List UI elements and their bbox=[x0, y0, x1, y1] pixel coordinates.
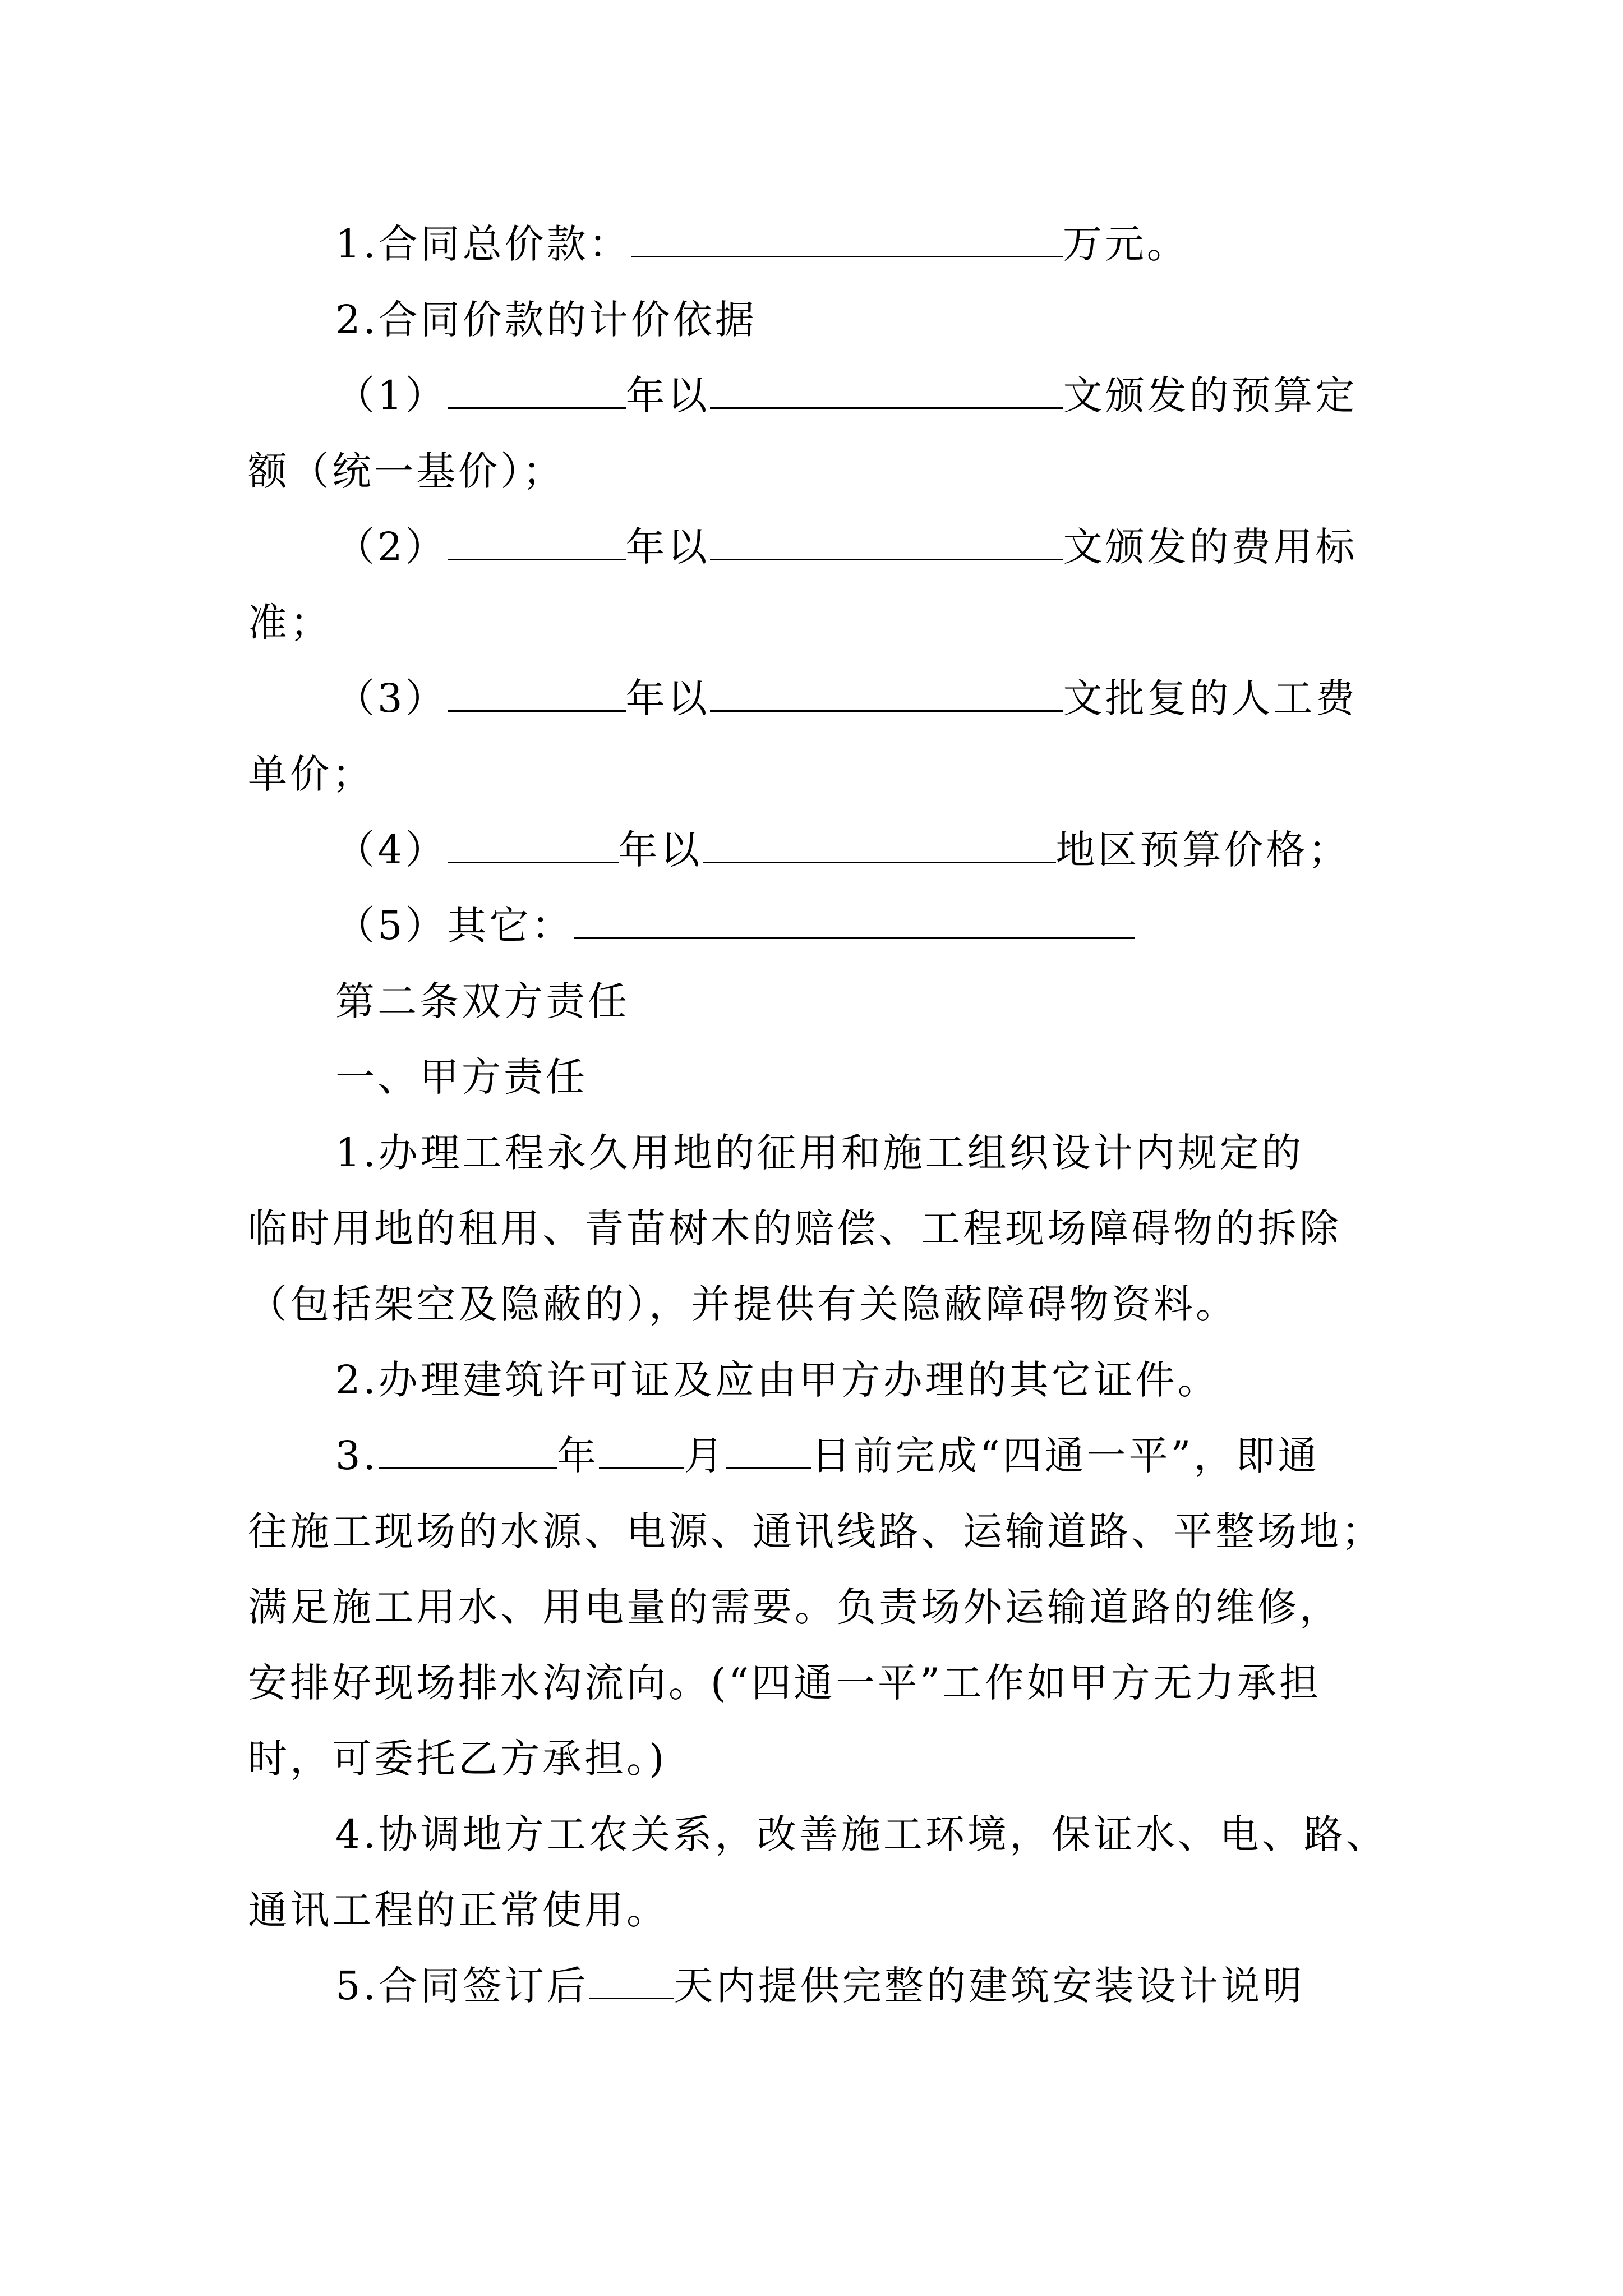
text: （3） bbox=[335, 675, 448, 721]
party-a-item-3-cont bbox=[248, 1582, 1392, 1632]
text: 年以 bbox=[625, 675, 710, 721]
text: 3. bbox=[335, 1433, 379, 1479]
text: 4.协调地方工农关系，改善施工环境，保证水、电、路、 bbox=[335, 1811, 1388, 1857]
text: （包括架空及隐蔽的），并提供有关隐蔽障碍物资料。 bbox=[248, 1281, 1238, 1327]
blank-field[interactable] bbox=[710, 673, 1063, 712]
text: 准； bbox=[248, 600, 332, 646]
pricing-item-2-cont bbox=[248, 597, 1392, 648]
blank-field[interactable] bbox=[703, 825, 1056, 863]
text: 日前完成“四通一平”，即通 bbox=[811, 1433, 1320, 1479]
text: 安排好现场排水沟流向。(“四通一平”工作如甲方无力承担 bbox=[248, 1660, 1321, 1706]
blank-field[interactable] bbox=[448, 370, 626, 409]
text: 通讯工程的正常使用。 bbox=[248, 1887, 668, 1933]
party-a-item-3-cont bbox=[248, 1658, 1392, 1708]
party-a-item-3 bbox=[335, 1430, 1479, 1481]
party-a-item-2 bbox=[335, 1355, 1479, 1405]
pricing-item-1-cont bbox=[248, 446, 1392, 496]
text: 额（统一基价）； bbox=[248, 448, 565, 494]
text: （1） bbox=[335, 372, 448, 418]
text: 时，可委托乙方承担。) bbox=[248, 1736, 667, 1782]
text: 文颁发的费用标 bbox=[1063, 524, 1358, 570]
text: 1.合同总价款： bbox=[335, 221, 631, 267]
blank-field[interactable] bbox=[599, 1430, 684, 1469]
text: 年以 bbox=[625, 372, 710, 418]
blank-field[interactable] bbox=[448, 673, 626, 712]
blank-field[interactable] bbox=[448, 825, 619, 863]
text: 2.办理建筑许可证及应由甲方办理的其它证件。 bbox=[335, 1357, 1220, 1403]
text: 往施工现场的水源、电源、通讯线路、运输道路、平整场地； bbox=[248, 1508, 1384, 1554]
text: 年 bbox=[556, 1433, 599, 1479]
pricing-item-2 bbox=[335, 522, 1479, 572]
party-a-item-3-cont bbox=[248, 1733, 1392, 1784]
blank-field[interactable] bbox=[448, 522, 626, 560]
text: 1.办理工程永久用地的征用和施工组织设计内规定的 bbox=[335, 1130, 1304, 1176]
text: 2.合同价款的计价依据 bbox=[335, 297, 757, 343]
pricing-item-3 bbox=[335, 673, 1479, 724]
text: 地区预算价格； bbox=[1055, 827, 1350, 873]
blank-field[interactable] bbox=[589, 1961, 674, 1999]
text: 5.合同签订后 bbox=[335, 1963, 589, 2009]
pricing-item-3-cont bbox=[248, 749, 1392, 799]
text: 满足施工用水、用电量的需要。负责场外运输道路的维修， bbox=[248, 1584, 1341, 1630]
text: 文颁发的预算定 bbox=[1063, 372, 1358, 418]
party-a-item-1-cont bbox=[248, 1279, 1392, 1329]
party-a-item-4 bbox=[335, 1809, 1479, 1860]
party-a-item-1-cont bbox=[248, 1203, 1392, 1254]
party-a-item-5 bbox=[335, 1961, 1479, 2011]
blank-field[interactable] bbox=[574, 900, 1135, 939]
contract-total-price-line bbox=[335, 219, 1479, 269]
pricing-item-1 bbox=[335, 370, 1479, 421]
blank-field[interactable] bbox=[710, 370, 1063, 409]
text: 单价； bbox=[248, 751, 374, 797]
article-2-heading bbox=[335, 976, 1479, 1027]
text: 第二条双方责任 bbox=[335, 978, 630, 1024]
pricing-item-5 bbox=[335, 900, 1479, 951]
text: 临时用地的租用、青苗树木的赔偿、工程现场障碍物的拆除 bbox=[248, 1205, 1341, 1251]
pricing-item-4 bbox=[335, 825, 1479, 875]
party-a-heading bbox=[335, 1052, 1479, 1102]
text: 年以 bbox=[625, 524, 710, 570]
blank-field[interactable] bbox=[379, 1430, 557, 1469]
pricing-basis-heading bbox=[335, 295, 1479, 345]
text: 万元。 bbox=[1062, 221, 1189, 267]
party-a-item-3-cont bbox=[248, 1506, 1392, 1557]
text: 文批复的人工费 bbox=[1063, 675, 1358, 721]
text: （4） bbox=[335, 827, 448, 873]
text: 一、甲方责任 bbox=[335, 1054, 588, 1100]
blank-field[interactable] bbox=[710, 522, 1063, 560]
party-a-item-1 bbox=[335, 1128, 1479, 1178]
text: 年以 bbox=[618, 827, 703, 873]
text: （2） bbox=[335, 524, 448, 570]
text: （5）其它： bbox=[335, 903, 574, 949]
blank-field[interactable] bbox=[726, 1430, 811, 1469]
party-a-item-4-cont bbox=[248, 1885, 1392, 1935]
text: 天内提供完整的建筑安装设计说明 bbox=[674, 1963, 1305, 2009]
text: 月 bbox=[684, 1433, 726, 1479]
blank-field[interactable] bbox=[631, 219, 1063, 257]
